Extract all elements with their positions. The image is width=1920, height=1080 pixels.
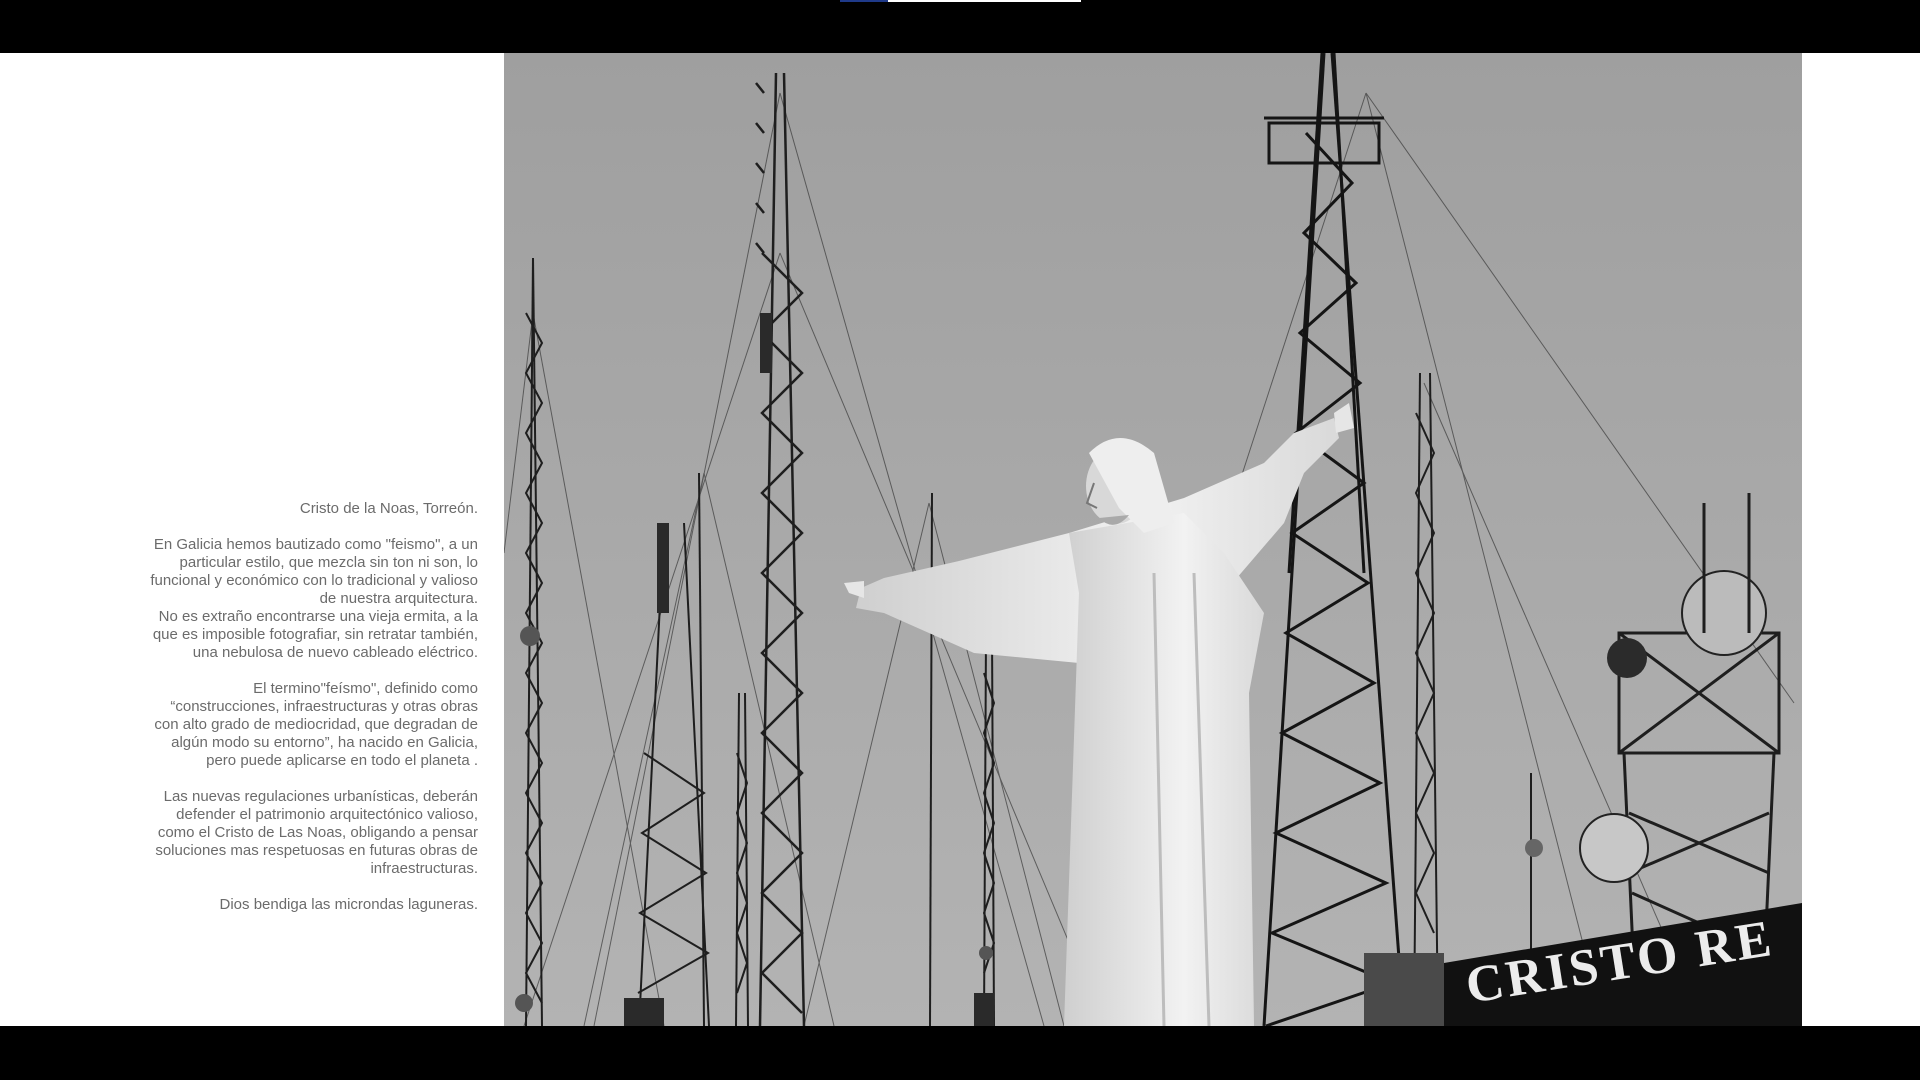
photo-caption <box>120 500 478 932</box>
sign-text: CRISTO RE <box>1461 909 1778 1015</box>
bottom-bar <box>0 1026 1920 1080</box>
caption-paragraph-3: Las nuevas regulaciones urbanísticas, deberán defender el patrimonio arquitectónico valioso, como el Cristo de Las Noas, obligando a pensar soluciones mas respetuosas en futuras obras de infraestructuras. <box>155 788 478 877</box>
nav-indicator-track[interactable] <box>888 0 1081 2</box>
caption-title: Cristo de la Noas, Torreón. <box>299 500 478 517</box>
caption-paragraph-2: El termino"feísmo", definido como “construcciones, infraestructuras y otras obras con alto grado de mediocridad, que degradan de algún modo su entorno”, ha nacido en Galicia, pero puede aplicarse en todo el planeta . <box>154 680 478 769</box>
caption-paragraph-1: En Galicia hemos bautizado como "feismo", a un particular estilo, que mezcla sin ton ni son, lo funcional y económico con lo tradicional y valioso de nuestra arquitectura. No es extraño encontrarse una vieja ermita, a la que es imposible fotografiar, sin retratar también, una nebulosa de nuevo cableado eléctrico. <box>150 536 478 661</box>
caption-paragraph-4: Dios bendiga las microndas laguneras. <box>219 896 478 913</box>
top-bar <box>0 0 1920 53</box>
main-photo[interactable] <box>504 53 1802 1026</box>
nav-indicator-active[interactable] <box>840 0 888 2</box>
